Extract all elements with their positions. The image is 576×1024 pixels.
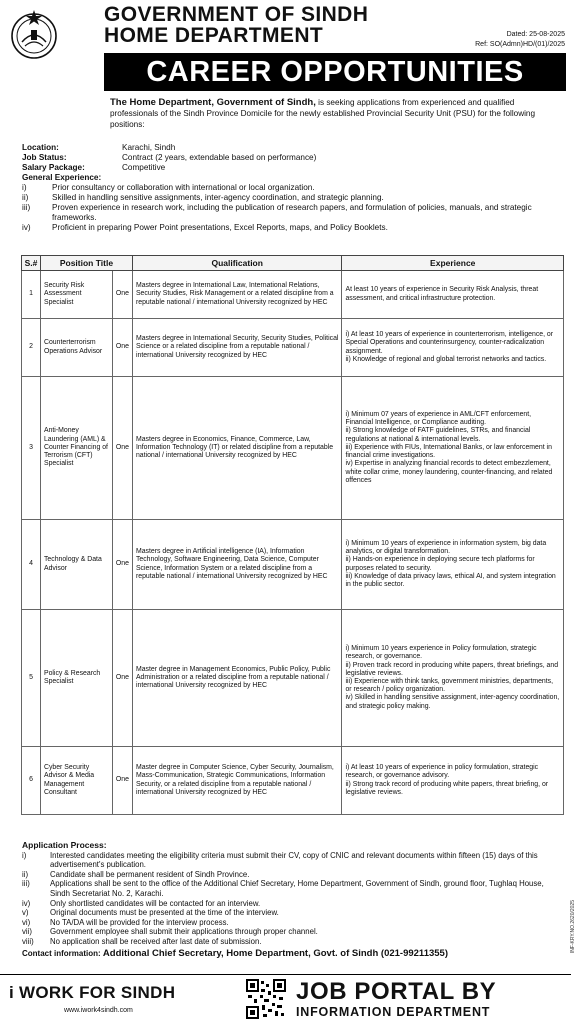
cell-qualification: Masters degree in International Security, Security Studies, Political Science or a related discipline from a reputable national / international University recognized by HEC [132, 319, 342, 377]
application-item [22, 927, 564, 937]
job-portal-text: JOB PORTAL BY [296, 978, 497, 1005]
cell-serial: 4 [22, 520, 41, 610]
job-status-value: Contract (2 years, extendable based on performance) [122, 153, 317, 162]
item-number: viii) [22, 936, 34, 946]
item-text: Skilled in handling sensitive assignments, inter-agency coordination, and strategic planning. [52, 193, 384, 202]
cell-count: One [112, 520, 132, 610]
table-row [22, 377, 564, 520]
cell-qualification: Master degree in Management Economics, Public Policy, Public Administration or a related discipline from a reputable national / international University recognized by HEC [132, 610, 342, 747]
experience-point: iii) Experience with think tanks, government ministries, departments, or research / policy organization. [345, 678, 554, 694]
experience-point: iii) Knowledge of data privacy laws, ethical AI, and system integration in the public sector. [345, 572, 556, 588]
intro-paragraph [110, 97, 562, 130]
experience-point: iv) Expertise in analyzing financial records to detect embezzlement, white collar crime, money laundering, counter-financing, and related offences [345, 460, 553, 484]
table-header-row [22, 256, 564, 271]
item-text: Proven experience in research work, including the publication of research papers, and formulation of policies, manuals, and strategic frameworks. [52, 203, 532, 222]
experience-point: ii) Strong knowledge of FATF guidelines, STRs, and financial regulations at national & international levels. [345, 427, 531, 443]
contact-value: Additional Chief Secretary, Home Department, Govt. of Sindh (021-99211355) [102, 947, 448, 959]
location-value: Karachi, Sindh [122, 143, 176, 152]
application-item [22, 870, 564, 880]
application-item [22, 851, 564, 870]
cell-experience [342, 271, 564, 319]
table-row [22, 610, 564, 747]
experience-point: i) Minimum 10 years of experience in information system, big data analytics, or digital transformation. [345, 539, 547, 556]
item-text: No application shall be received after last date of submission. [50, 936, 262, 946]
cell-count: One [112, 271, 132, 319]
table-row [22, 520, 564, 610]
information-department-text: INFORMATION DEPARTMENT [296, 1005, 491, 1019]
application-list [22, 851, 564, 947]
item-number: iv) [22, 898, 31, 908]
header [0, 0, 571, 96]
cell-serial: 2 [22, 319, 41, 377]
general-experience-item [22, 193, 562, 203]
general-experience-item [22, 183, 562, 193]
cell-serial: 6 [22, 747, 41, 815]
application-item [22, 879, 564, 898]
experience-point: At least 10 years of experience in Security Risk Analysis, threat assessment, and critical infrastructure protection. [345, 286, 539, 302]
experience-point: i) Minimum 10 years experience in Policy formulation, strategic research, or governance. [345, 645, 537, 661]
item-text: Proficient in preparing Power Point presentations, Excel Reports, maps, and Policy Booklets. [52, 223, 388, 232]
application-item [22, 918, 564, 928]
cell-experience [342, 610, 564, 747]
brand-text: WORK FOR SINDH [19, 983, 176, 1002]
general-experience-list [22, 183, 562, 233]
footer [0, 974, 571, 1024]
header-serial: S.# [22, 256, 41, 271]
application-item [22, 937, 564, 947]
location-row [22, 143, 562, 153]
cell-position-title: Anti-Money Laundering (AML) & Counter Financing of Terrorism (CFT) Specialist [40, 377, 112, 520]
item-text: Prior consultancy or collaboration with international or local organization. [52, 183, 315, 192]
item-number: iii) [22, 879, 30, 889]
dated-text: Dated: 25-08-2025 [506, 31, 565, 38]
application-process [22, 841, 564, 958]
brand-i-glyph: i [9, 983, 20, 1002]
header-experience: Experience [342, 256, 564, 271]
table-row [22, 319, 564, 377]
cell-count: One [112, 747, 132, 815]
cell-serial: 1 [22, 271, 41, 319]
qr-code-icon[interactable] [246, 979, 286, 1019]
header-department-title: HOME DEPARTMENT [104, 24, 324, 47]
cell-count: One [112, 377, 132, 520]
job-status-label: Job Status: [22, 153, 67, 162]
sindh-government-seal-icon [8, 8, 60, 60]
item-number: iv) [22, 223, 31, 232]
cell-serial: 3 [22, 377, 41, 520]
item-text: Applications shall be sent to the office of the Additional Chief Secretary, Home Department, Government of Sindh, ground floor, Tughlaq House, Sindh Secretariat No. 2, Karachi. [50, 879, 544, 898]
career-opportunities-banner: CAREER OPPORTUNITIES [104, 53, 566, 91]
cell-position-title: Cyber Security Advisor & Media Management Consultant [40, 747, 112, 815]
job-status-row [22, 153, 562, 163]
experience-point: iv) Skilled in handling sensitive assignment, inter-agency coordination, and strategic policy making. [345, 694, 560, 710]
cell-qualification: Master degree in Computer Science, Cyber Security, Journalism, Mass-Communication, Strategic Communications, Information Security, or a related discipline from a reputable national / international University recognized by HEC [132, 747, 342, 815]
item-number: iii) [22, 203, 31, 212]
cell-serial: 5 [22, 610, 41, 747]
item-number: ii) [22, 193, 29, 202]
cell-experience [342, 747, 564, 815]
cell-qualification: Masters degree in Artificial intelligence (IA), Information Technology, Software Engineering, Data Science, Computer Science, Information System or a related discipline from a reputable national / international University recognized by HEC [132, 520, 342, 610]
cell-position-title: Policy & Research Specialist [40, 610, 112, 747]
general-experience-item [22, 203, 562, 223]
header-government-title: GOVERNMENT OF SINDH [104, 3, 369, 26]
job-info [22, 143, 562, 233]
item-text: No TA/DA will be provided for the interview process. [50, 917, 229, 927]
cell-position-title: Counterterrorism Operations Advisor [40, 319, 112, 377]
cell-experience [342, 319, 564, 377]
experience-point: iii) Experience with FIUs, International Banks, or law enforcement in financial crime investigations. [345, 443, 552, 460]
work-for-sindh-brand [9, 983, 175, 1003]
intro-text: is seeking applications from experienced and qualified professionals of the Sindh Province Domicile for the newly established Provincial Security Unit (PSU) for the following positions: [110, 98, 536, 129]
experience-point: i) At least 10 years of experience in policy formulation, strategic research, or governance advisory. [345, 764, 539, 780]
item-text: Original documents must be presented at the time of the interview. [50, 908, 279, 918]
cell-experience [342, 520, 564, 610]
contact-label: Contact information: [22, 948, 101, 958]
general-experience-title: General Experience: [22, 173, 102, 182]
application-item [22, 899, 564, 909]
brand-url[interactable]: www.iwork4sindh.com [64, 1007, 133, 1014]
cell-qualification: Masters degree in Economics, Finance, Commerce, Law, Information Technology (IT) or related discipline from a reputable national / international University recognized by HEC [132, 377, 342, 520]
side-code: INF-KRY.NO.2620/2025 [570, 900, 576, 954]
table-row [22, 271, 564, 319]
contact-information [22, 949, 564, 959]
cell-count: One [112, 319, 132, 377]
salary-value: Competitive [122, 163, 166, 172]
item-number: vi) [22, 917, 31, 927]
cell-qualification: Masters degree in International Law, International Relations, Security Studies, Risk Management or a related discipline from a reputable national / international University recognized by HEC [132, 271, 342, 319]
reference-number: Ref: SO(Admn)HD/(01)/2025 [475, 41, 565, 48]
experience-point: ii) Proven track record in producing white papers, threat briefings, and legislative reviews. [345, 661, 559, 677]
item-text: Candidate shall be permanent resident of Sindh Province. [50, 869, 250, 879]
item-number: ii) [22, 869, 29, 879]
item-text: Only shortlisted candidates will be contacted for an interview. [50, 898, 261, 908]
item-number: vii) [22, 927, 32, 937]
item-number: v) [22, 908, 29, 918]
positions-table [21, 255, 564, 815]
intro-lead: The Home Department, Government of Sindh, [110, 97, 316, 108]
experience-point: ii) Hands-on experience in deploying secure tech platforms for purposes related to security. [345, 556, 535, 572]
experience-point: i) At least 10 years of experience in counterterrorism, intelligence, or Special Operations and counterinsurgency, counter-radicalization assignment. [345, 331, 554, 355]
header-position-title: Position Title [40, 256, 132, 271]
cell-experience [342, 377, 564, 520]
experience-point: ii) Knowledge of regional and global terrorist networks and tactics. [345, 355, 547, 363]
application-process-title: Application Process: [22, 840, 107, 850]
cell-position-title: Technology & Data Advisor [40, 520, 112, 610]
salary-row [22, 163, 562, 173]
general-experience-item [22, 223, 562, 233]
table-row [22, 747, 564, 815]
header-qualification: Qualification [132, 256, 342, 271]
item-text: Interested candidates meeting the eligibility criteria must submit their CV, copy of CNIC and relevant documents within fifteen (15) days of this advertisement's publication. [50, 850, 538, 870]
salary-label: Salary Package: [22, 163, 85, 172]
cell-count: One [112, 610, 132, 747]
experience-point: ii) Strong track record of producing white papers, threat briefing, or legislative reviews. [345, 780, 549, 796]
location-label: Location: [22, 143, 59, 152]
item-text: Government employee shall submit their applications through proper channel. [50, 927, 318, 937]
item-number: i) [22, 183, 27, 192]
experience-point: i) Minimum 07 years of experience in AML/CFT enforcement, Financial Intelligence, or Compliance auditing. [345, 411, 532, 427]
item-number: i) [22, 850, 27, 860]
cell-position-title: Security Risk Assessment Specialist [40, 271, 112, 319]
application-item [22, 908, 564, 918]
